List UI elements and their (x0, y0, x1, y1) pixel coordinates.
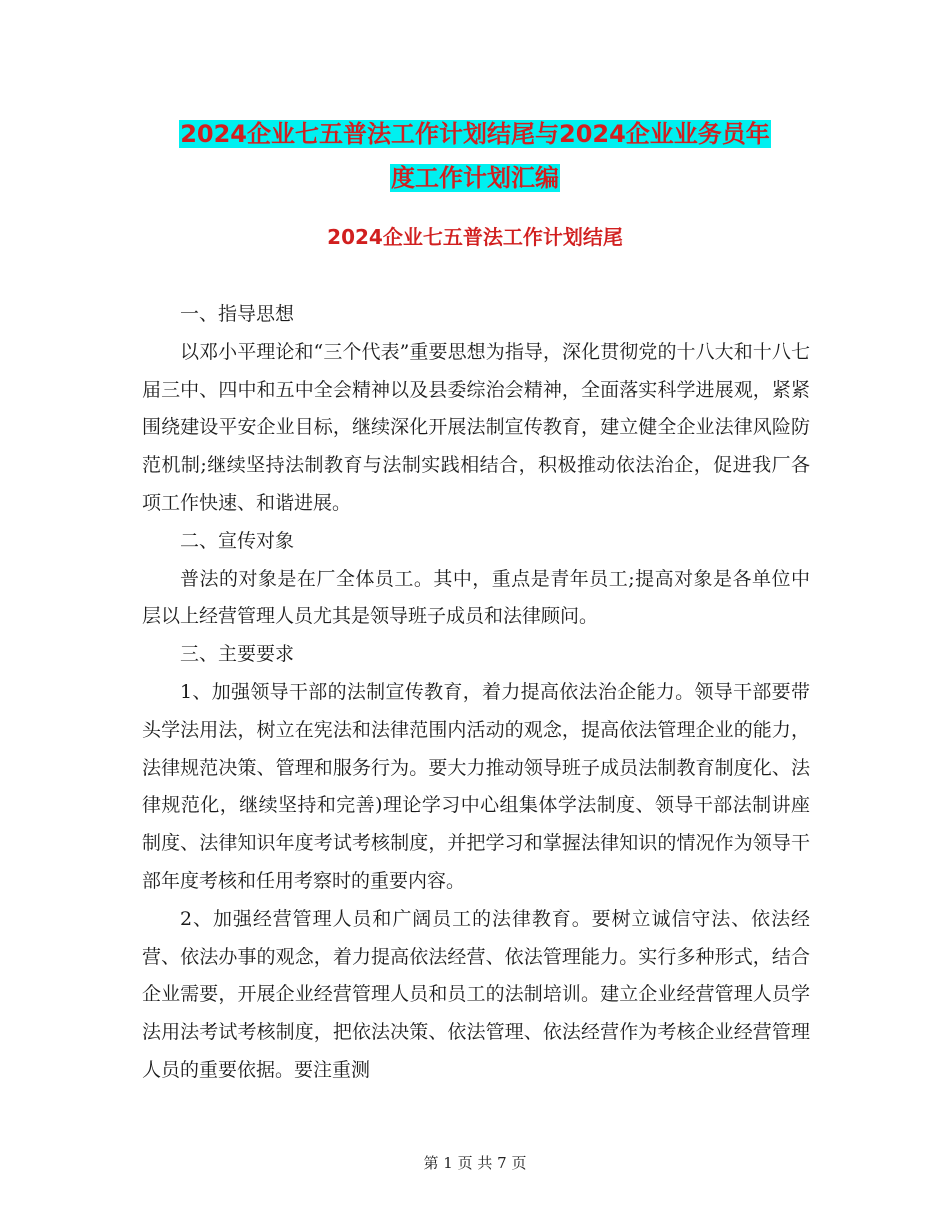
paragraph-requirement-2: 2、加强经营管理人员和广阔员工的法律教育。要树立诚信守法、依法经营、依法办事的观念，着力提高依法经营、依法管理能力。实行多种形式，结合企业需要，开展企业经营管理人员和员工的法制培训。建立企业经营管理人员学法用法考试考核制度，把依法决策、依法管理、依法经营作为考核企业经营管理人员的重要依据。要注重测 (142, 907, 810, 1081)
title-line-2: 度工作计划汇编 (391, 164, 559, 192)
document-title (140, 112, 810, 200)
paragraph-guiding-ideology: 以邓小平理论和“三个代表”重要思想为指导，深化贯彻党的十八大和十八七届三中、四中和五中全会精神以及县委综治会精神，全面落实科学进展观，紧紧围绕建设平安企业目标，继续深化开展法制宣传教育，建立健全企业法律风险防范机制;继续坚持法制教育与法制实践相结合，积极推动依法治企，促进我厂各项工作快速、和谐进展。 (142, 340, 810, 514)
document-body (142, 296, 810, 1090)
section-title: 2024企业七五普法工作计划结尾 (327, 225, 623, 249)
heading-audience: 二、宣传对象 (180, 529, 295, 552)
paragraph-audience: 普法的对象是在厂全体员工。其中，重点是青年员工;提高对象是各单位中层以上经营管理人员尤其是领导班子成员和法律顾问。 (142, 567, 810, 628)
page-footer: 第 1 页 共 7 页 (423, 1154, 527, 1172)
title-line-1: 2024企业七五普法工作计划结尾与2024企业业务员年 (180, 120, 770, 148)
paragraph-requirement-1: 1、加强领导干部的法制宣传教育，着力提高依法治企能力。领导干部要带头学法用法，树立在宪法和法律范围内活动的观念，提高依法管理企业的能力，法律规范决策、管理和服务行为。要大力推动领导班子成员法制教育制度化、法律规范化，继续坚持和完善)理论学习中心组集体学法制度、领导干部法制讲座制度、法律知识年度考试考核制度，并把学习和掌握法律知识的情况作为领导干部年度考核和任用考察时的重要内容。 (142, 680, 810, 892)
heading-main-requirements: 三、主要要求 (180, 643, 295, 666)
heading-guiding-ideology: 一、指导思想 (180, 303, 295, 325)
